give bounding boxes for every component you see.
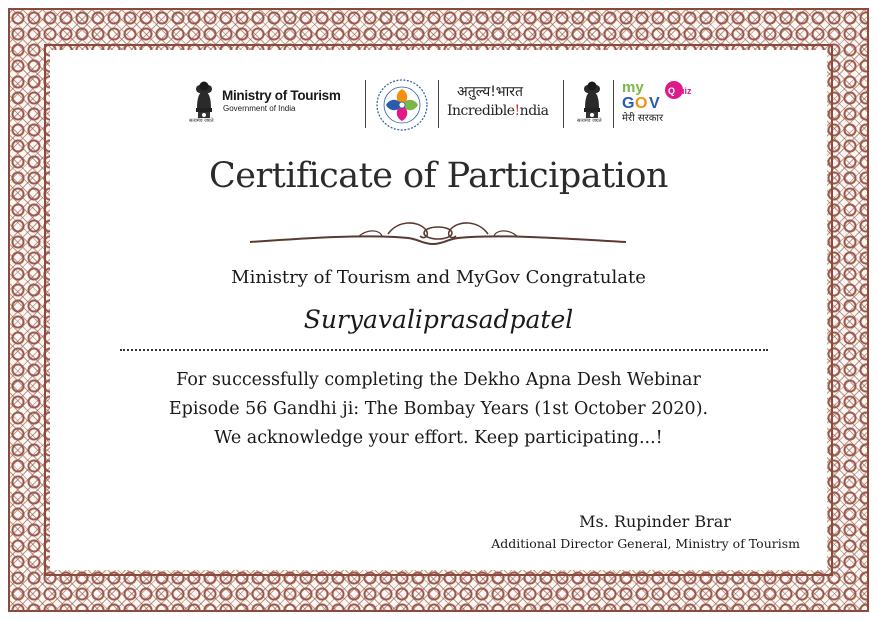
dotted-divider [120, 349, 768, 351]
body-line: We acknowledge your effort. Keep participating...! [214, 428, 663, 448]
logo-separator [438, 80, 439, 128]
signer-title: Additional Director General, Ministry of Tourism [491, 536, 800, 551]
congratulation-line: Ministry of Tourism and MyGov Congratulate [231, 267, 646, 288]
svg-text:O: O [635, 95, 648, 112]
logo-separator [613, 80, 614, 128]
logo-separator [563, 80, 564, 128]
emblem-caption: सत्यमेव जयते [189, 118, 214, 124]
emblem-caption: सत्यमेव जयते [577, 118, 602, 124]
body-line: Episode 56 Gandhi ji: The Bombay Years (1st October 2020). [168, 399, 709, 419]
recipient-name: Suryavaliprasadpatel [303, 305, 574, 334]
svg-text:V: V [649, 95, 660, 112]
incredible-india-hindi: अतुल्य!भारत [457, 84, 523, 100]
ek-bharat-logo-icon [375, 78, 429, 132]
svg-text:G: G [622, 95, 635, 112]
body-line: For successfully completing the Dekho Apna Desh Webinar [176, 370, 701, 390]
certificate-body [0, 366, 877, 453]
ministry-logo-title: Ministry of Tourism [222, 88, 341, 103]
svg-text:Q: Q [668, 86, 676, 96]
incredible-india-part: ndia [519, 103, 549, 119]
logo-row [185, 74, 720, 136]
logo-separator [365, 80, 366, 128]
certificate-title: Certificate of Participation [209, 156, 668, 196]
signer-name: Ms. Rupinder Brar [579, 512, 731, 531]
svg-text:my: my [622, 79, 644, 96]
svg-text:uiz: uiz [679, 86, 692, 96]
incredible-india-part: Incredible [447, 103, 515, 119]
incredible-india-logo [447, 103, 548, 119]
incredible-india-dot: ! [514, 103, 520, 119]
ornamental-flourish-divider [248, 216, 628, 250]
ministry-logo-subtitle: Government of India [223, 104, 296, 113]
mygov-hindi-tagline: मेरी सरकार [622, 113, 664, 124]
